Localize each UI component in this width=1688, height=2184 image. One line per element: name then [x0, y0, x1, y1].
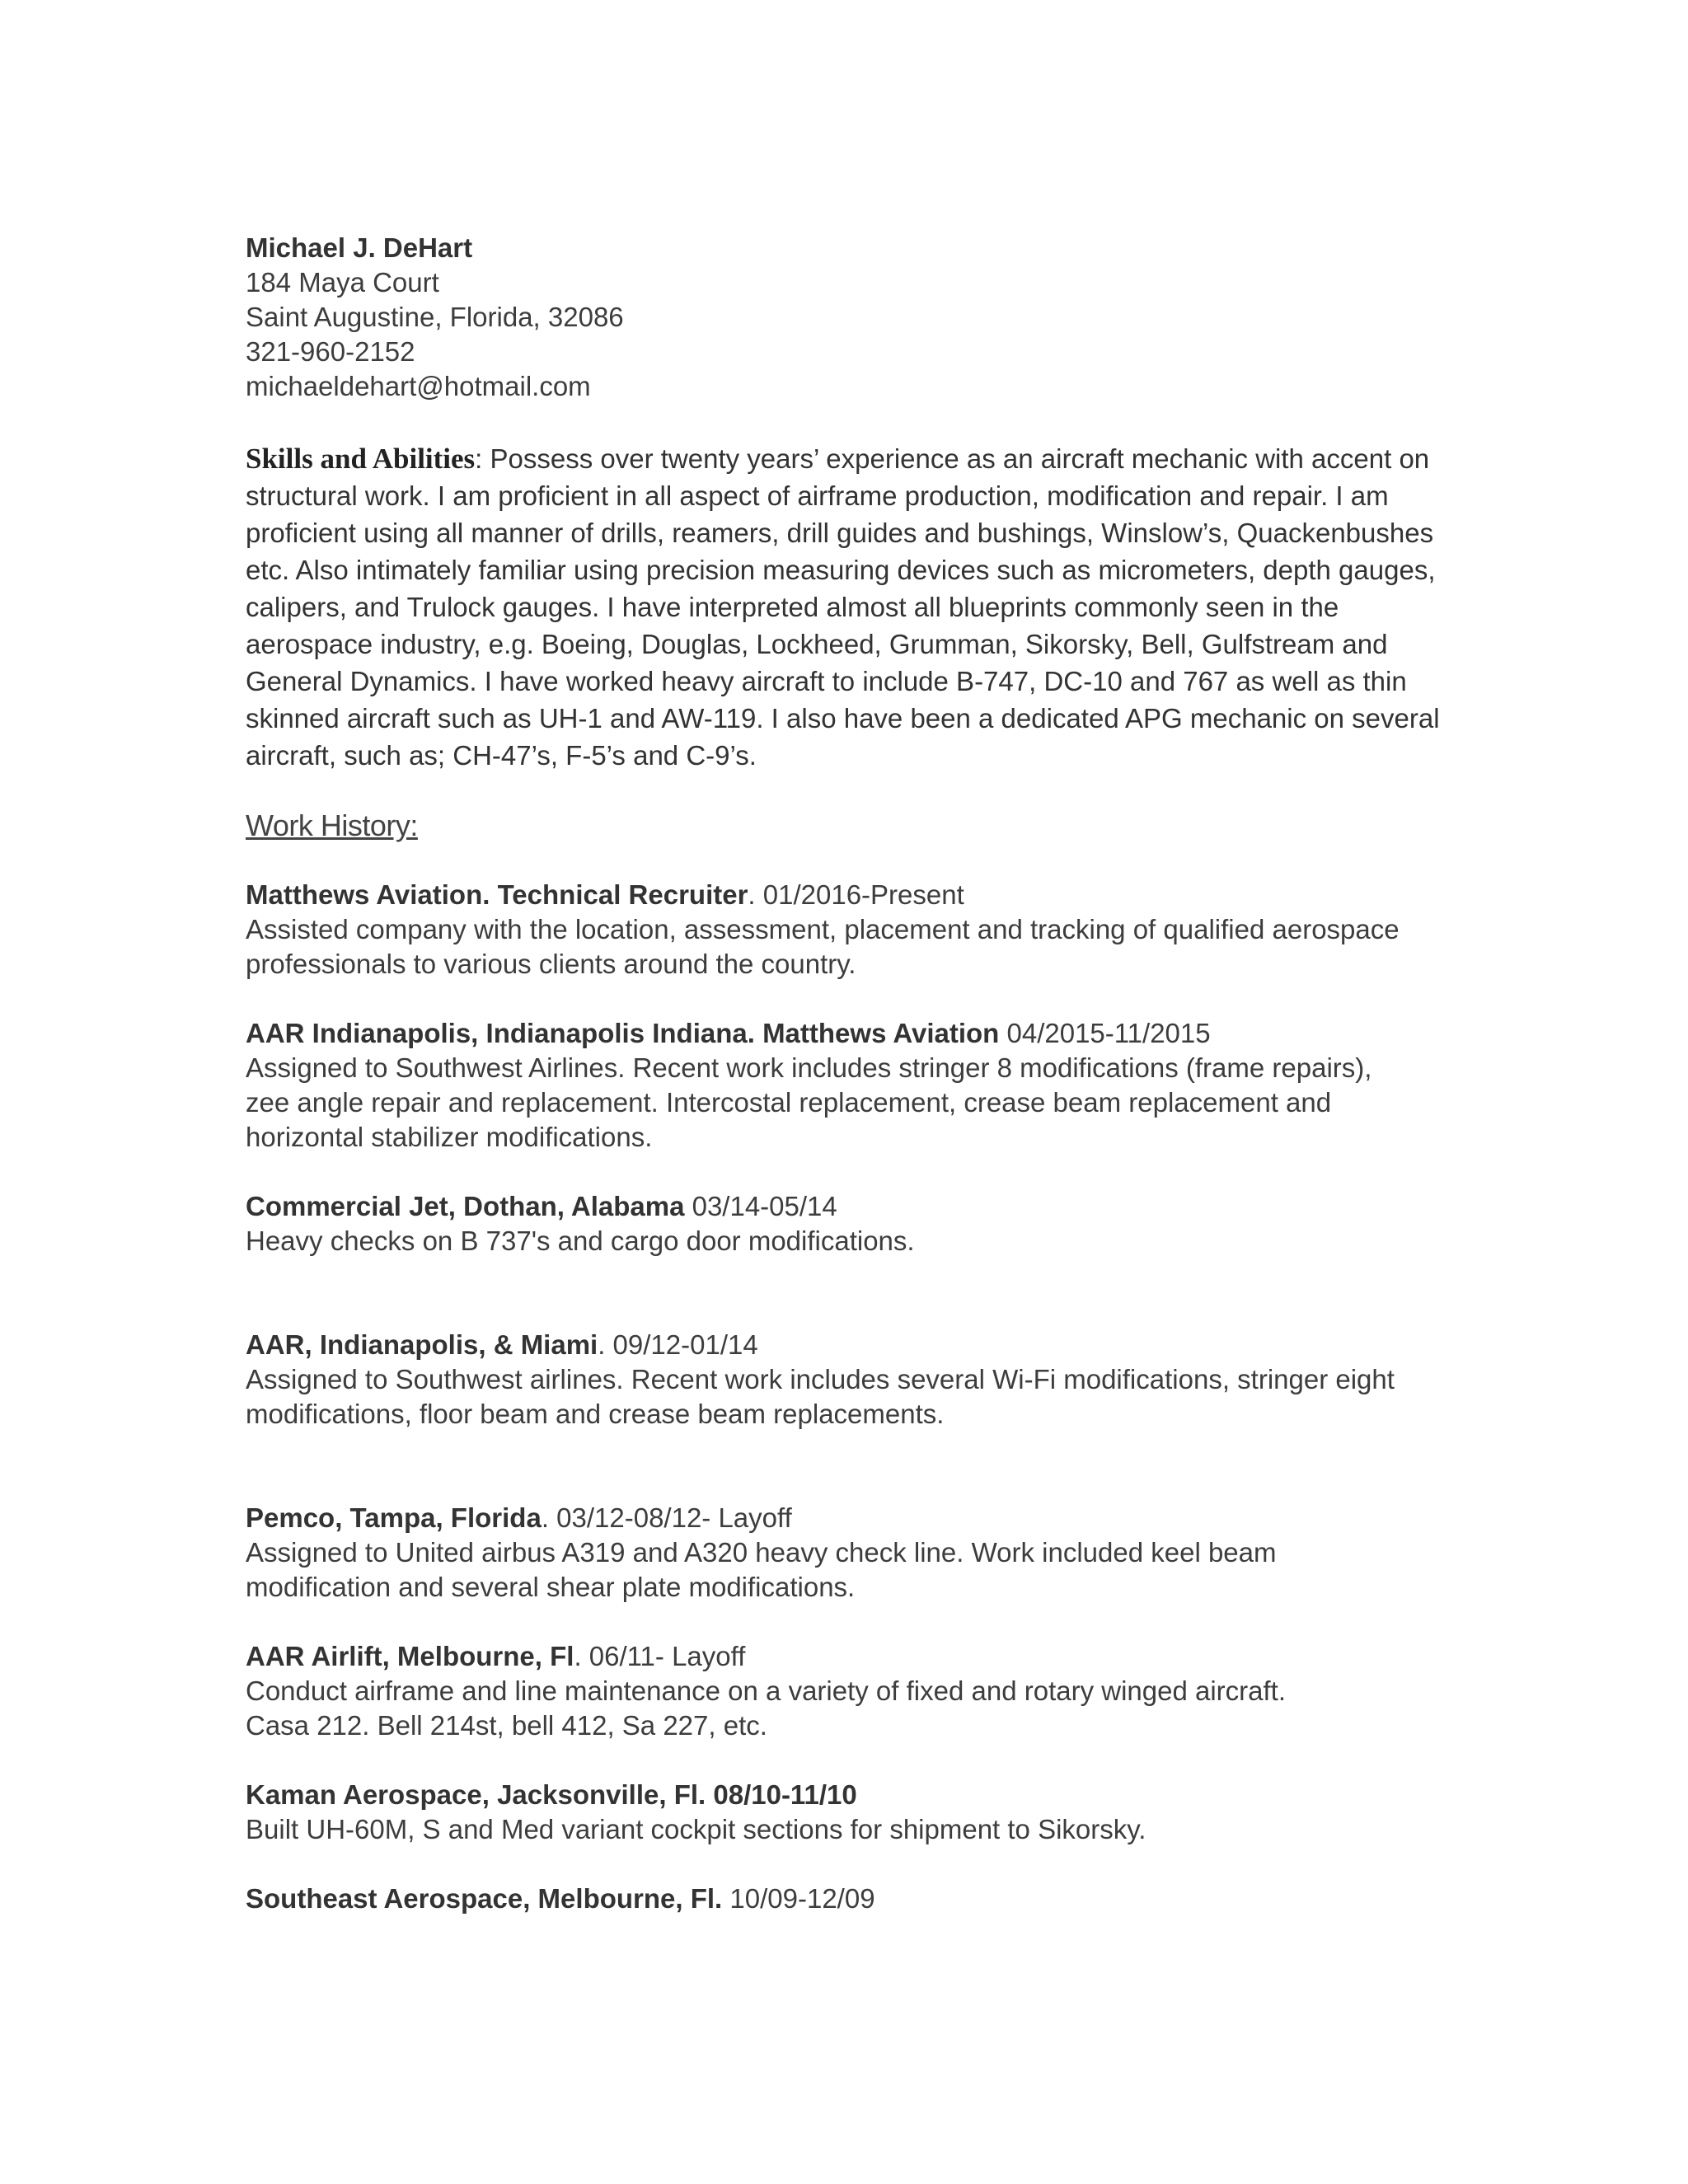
job-entry — [246, 1639, 1449, 1743]
job-dates: . 03/12-08/12- Layoff — [541, 1502, 792, 1533]
job-entry — [246, 878, 1449, 982]
job-employer: AAR, Indianapolis, & Miami — [246, 1329, 598, 1360]
job-header — [246, 1882, 1449, 1916]
job-description-line: Assigned to United airbus A319 and A320 heavy check line. Work included keel beam — [246, 1537, 1277, 1568]
job-employer: AAR Airlift, Melbourne, Fl — [246, 1641, 574, 1671]
job-employer: Pemco, Tampa, Florida — [246, 1502, 542, 1533]
job-employer: Matthews Aviation. Technical Recruiter — [246, 879, 748, 910]
job-description-line: modifications, floor beam and crease beam replacements. — [246, 1399, 945, 1429]
job-description-line: horizontal stabilizer modifications. — [246, 1122, 653, 1152]
skills-section — [246, 440, 1449, 774]
job-dates: . 09/12-01/14 — [598, 1329, 758, 1360]
job-entry — [246, 1501, 1449, 1605]
applicant-name: Michael J. DeHart — [246, 232, 473, 263]
job-description-line: modification and several shear plate modifications. — [246, 1572, 856, 1602]
job-header — [246, 1778, 1449, 1812]
skills-text: : Possess over twenty years’ experience as an aircraft mechanic with accent on structural work. I am proficient in all aspect of airframe production, modification and repair. I am proficient using all manner of drills, reamers, drill guides and bushings, Winslow’s, Quackenbushes etc. Also intimately familiar using precision measuring devices such as micrometers, depth gauges, calipers, and Trulock gauges. I have interpreted almost all blueprints commonly seen in the aerospace industry, e.g. Boeing, Douglas, Lockheed, Grumman, Sikorsky, Bell, Gulfstream and General Dynamics. I have worked heavy aircraft to include B-747, DC-10 and 767 as well as thin skinned aircraft such as UH-1 and AW-119. I also have been a dedicated APG mechanic on several aircraft, such as; CH-47’s, F-5’s and C-9’s. — [246, 443, 1440, 771]
job-entry — [246, 1189, 1449, 1258]
job-header — [246, 878, 1449, 912]
job-description-line: Casa 212. Bell 214st, bell 412, Sa 227, etc. — [246, 1710, 767, 1741]
contact-block — [246, 231, 1449, 404]
job-employer: Commercial Jet, Dothan, Alabama — [246, 1191, 685, 1221]
job-entry — [246, 1328, 1449, 1432]
job-employer: Kaman Aerospace, Jacksonville, Fl. 08/10-11/10 — [246, 1779, 857, 1810]
job-employer: Southeast Aerospace, Melbourne, Fl. — [246, 1883, 723, 1914]
job-description-line: professionals to various clients around the country. — [246, 949, 856, 979]
work-history-heading: Work History: — [246, 808, 418, 842]
job-entry — [246, 1778, 1449, 1847]
job-header — [246, 1016, 1449, 1051]
job-dates: . 01/2016-Present — [748, 879, 964, 910]
job-description-line: zee angle repair and replacement. Intercostal replacement, crease beam replacement and — [246, 1087, 1332, 1118]
job-description-line: Assigned to Southwest airlines. Recent work includes several Wi-Fi modifications, stringer eight — [246, 1364, 1395, 1394]
job-employer: AAR Indianapolis, Indianapolis Indiana. Matthews Aviation — [246, 1018, 1000, 1048]
job-description-line: Assigned to Southwest Airlines. Recent work includes stringer 8 modifications (frame repairs), — [246, 1052, 1372, 1083]
job-header — [246, 1501, 1449, 1535]
phone-number: 321-960-2152 — [246, 336, 415, 367]
job-entry — [246, 1882, 1449, 1916]
job-header — [246, 1328, 1449, 1362]
job-description-line: Conduct airframe and line maintenance on a variety of fixed and rotary winged aircraft. — [246, 1675, 1287, 1706]
job-description-line: Built UH-60M, S and Med variant cockpit sections for shipment to Sikorsky. — [246, 1814, 1146, 1844]
job-description-line: Heavy checks on B 737's and cargo door modifications. — [246, 1226, 915, 1256]
skills-label: Skills and Abilities — [246, 443, 476, 475]
work-history-list — [246, 878, 1449, 1916]
job-dates: 03/14-05/14 — [684, 1191, 837, 1221]
job-entry — [246, 1016, 1449, 1155]
job-dates: . 06/11- Layoff — [574, 1641, 746, 1671]
address-line-1: 184 Maya Court — [246, 267, 439, 298]
address-line-2: Saint Augustine, Florida, 32086 — [246, 302, 624, 332]
job-header — [246, 1189, 1449, 1224]
job-description-line: Assisted company with the location, assessment, placement and tracking of qualified aerospace — [246, 914, 1400, 944]
job-header — [246, 1639, 1449, 1674]
job-dates: 10/09-12/09 — [722, 1883, 875, 1914]
email-address: michaeldehart@hotmail.com — [246, 371, 591, 401]
resume-page — [246, 231, 1449, 1916]
job-dates: 04/2015-11/2015 — [999, 1018, 1211, 1048]
